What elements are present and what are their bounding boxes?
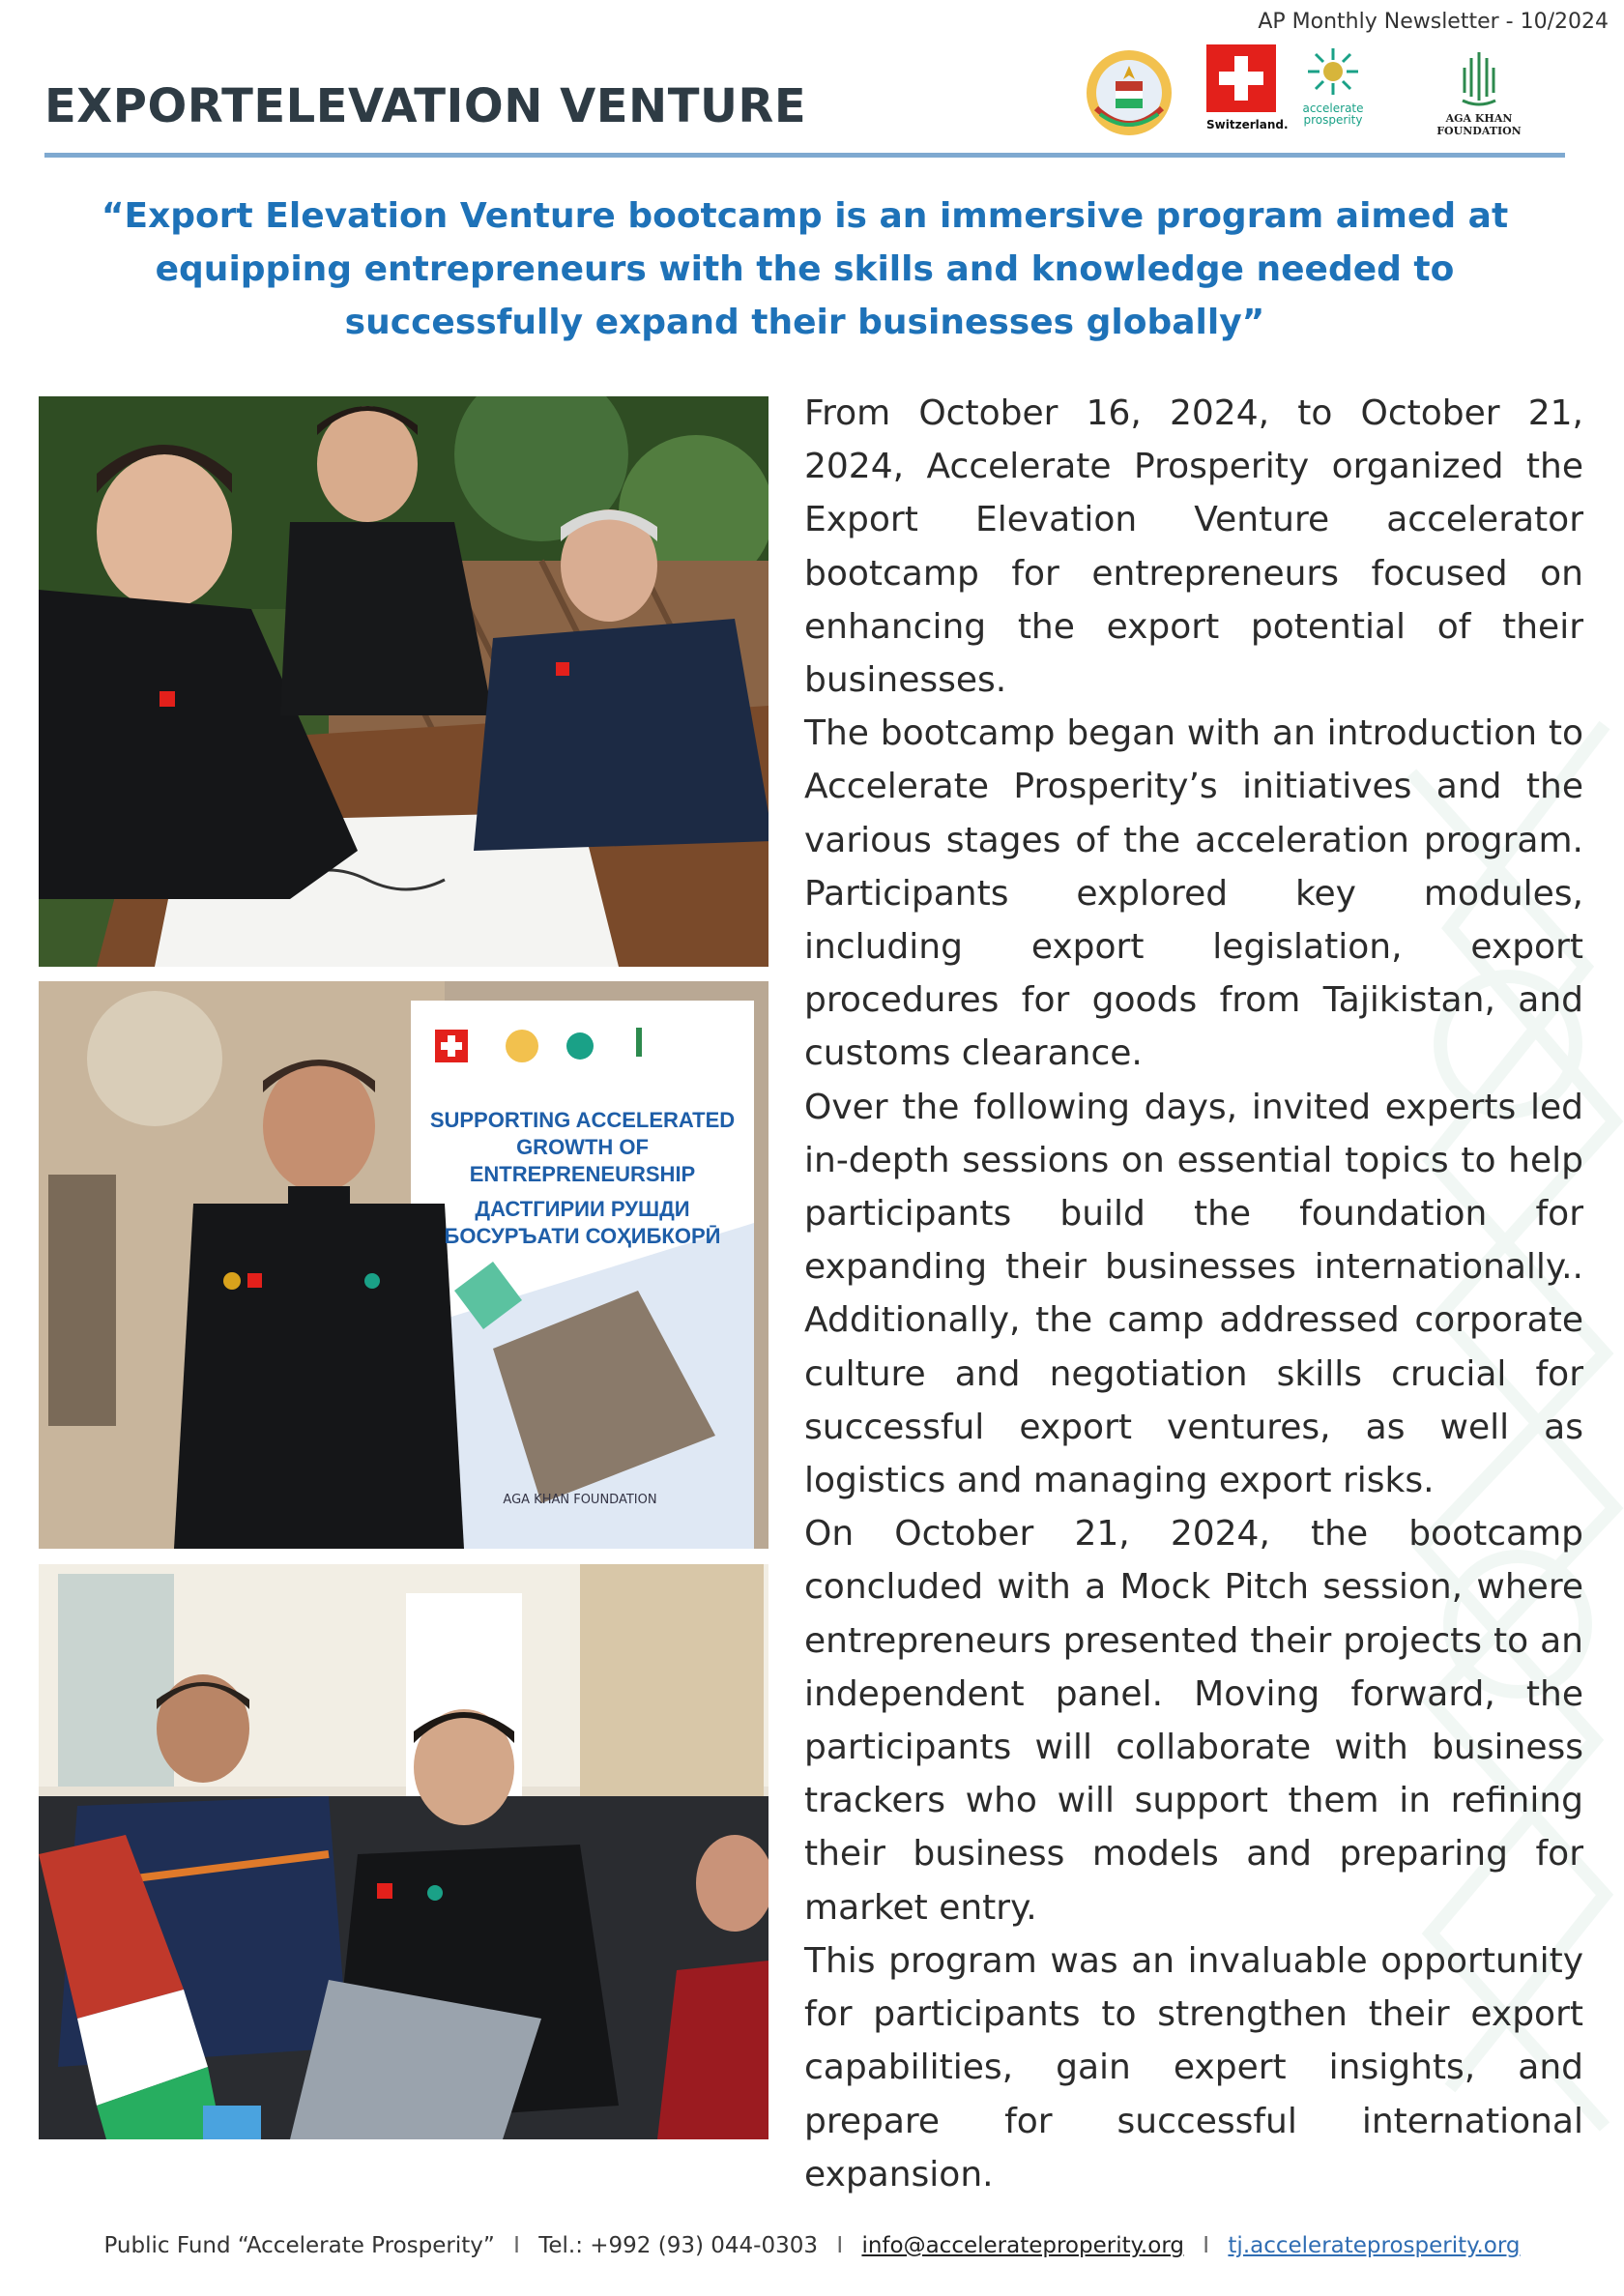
banner-line-1: SUPPORTING ACCELERATED	[429, 1108, 736, 1132]
footer-website-link[interactable]: tj.accelerateprosperity.org	[1228, 2233, 1521, 2258]
swiss-flag	[1206, 44, 1289, 131]
footer-phone: Tel.: +992 (93) 044-0303	[538, 2233, 819, 2258]
photo-banner-portrait	[39, 981, 768, 1549]
photo-workshop-table	[39, 396, 768, 967]
article-paragraph: The bootcamp began with an introduction to Accelerate Prosperity’s initiatives and the various stages of the acceleration program. Participants explored key modules, including export legislation, export procedures for goods from Tajikistan, and customs clearance.	[804, 713, 1583, 1074]
photo-session-room	[39, 1564, 768, 2139]
akf-caption: AGA KHAN FOUNDATION	[1436, 112, 1522, 137]
tajikistan-emblem-icon	[1083, 46, 1175, 139]
article-body	[804, 387, 1583, 2201]
partner-logos	[1083, 43, 1556, 149]
footer-org: Public Fund “Accelerate Prosperity”	[103, 2233, 495, 2258]
footer-separator: I	[836, 2233, 844, 2258]
accelerate-prosperity-logo	[1301, 44, 1365, 126]
pull-quote: “Export Elevation Venture bootcamp is an immersive program aimed at equipping entrepreneurs with the skills and knowledge needed to successfully expand their businesses globally”	[101, 196, 1509, 342]
akf-tree-icon	[1460, 46, 1498, 108]
newsletter-edition: AP Monthly Newsletter - 10/2024	[1258, 10, 1609, 34]
banner-photo-image	[39, 981, 768, 1549]
article-paragraph: On October 21, 2024, the bootcamp concluded with a Mock Pitch session, where entrepreneurs presented their projects to an independent panel. Moving forward, the participants will collaborate with business trackers who will support them in refining their business models and preparing for market entry.	[804, 1514, 1583, 1928]
footer-separator: I	[513, 2233, 520, 2258]
banner-line-4: ДАСТГИРИИ РУШДИ	[475, 1197, 690, 1221]
article-paragraph: This program was an invaluable opportunity for participants to strengthen their export capabilities, gain expert insights, and prepare for successful international expansion.	[804, 1940, 1583, 2194]
workshop-photo-image	[39, 396, 768, 967]
page-title: EXPORTELEVATION VENTURE	[44, 79, 807, 133]
aga-khan-foundation-logo	[1402, 46, 1556, 137]
banner-line-2: GROWTH OF	[516, 1135, 649, 1159]
footer-separator: I	[1203, 2233, 1210, 2258]
article-paragraph: Over the following days, invited experts led in-depth sessions on essential topics to help participants build the foundation for expanding their businesses internationally.. Additionally, the camp addressed corporate culture and negotiation skills crucial for successful export ventures, as well as logistics and managing export risks.	[804, 1087, 1583, 1501]
accelerate-caption-2: prosperity	[1303, 113, 1363, 127]
header-divider	[44, 153, 1565, 158]
session-photo-image	[39, 1564, 768, 2139]
banner-akf-text: AGA KHAN FOUNDATION	[503, 1493, 657, 1507]
banner-text	[411, 1107, 754, 1250]
accelerate-burst-icon	[1304, 44, 1362, 99]
banner-line-3: ENTREPRENEURSHIP	[469, 1162, 696, 1186]
footer	[0, 2233, 1624, 2258]
footer-email-link[interactable]: info@accelerateproperity.org	[861, 2233, 1184, 2258]
swiss-cross-icon	[1206, 44, 1276, 112]
banner-line-5: БОСУРЪАТИ СОҲИБКОРӢ	[444, 1224, 721, 1248]
article-paragraph: From October 16, 2024, to October 21, 2024, Accelerate Prosperity organized the Export Elevation Venture accelerator bootcamp for entrepreneurs focused on enhancing the export potential of their businesses.	[804, 393, 1583, 701]
accelerate-caption-1: accelerate	[1302, 102, 1364, 115]
swiss-caption: Switzerland.	[1206, 118, 1289, 131]
